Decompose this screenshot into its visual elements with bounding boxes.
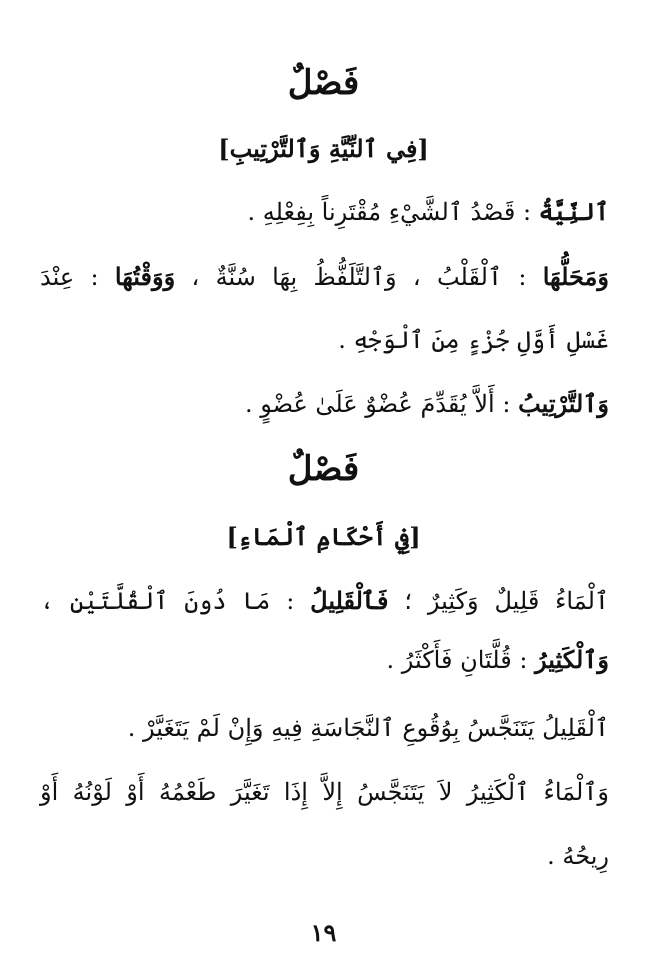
line-text: غَسْلِ أَوَّلِ جُزْءٍ مِنَ ٱلْوَجْهِ . [338, 326, 609, 354]
line-text: : أَلاَّ يُقَدِّمَ عُضْوٌ عَلَىٰ عُضْوٍ . [244, 390, 519, 418]
defined-term: ٱلنِّيَّةُ [538, 197, 609, 226]
paragraph-line [40, 198, 609, 227]
section-subtitle-2: [فِي أَحْكَامِ ٱلْمَاءِ] [226, 522, 421, 551]
paragraph-line [40, 326, 609, 355]
line-text: ٱلْقَلِيلُ يَتَنَجَّسُ بِوُقُوعِ ٱلنَّجَاسَةِ فِيهِ وَإِنْ لَمْ يَتَغَيَّرْ . [127, 714, 609, 742]
paragraph-line [40, 842, 609, 871]
line-text: وَٱلْمَاءُ ٱلْكَثِيرُ لاَ يَتَنَجَّسُ إِلاَّ إِذَا تَغَيَّرَ طَعْمُهُ أَوْ لَوْنُهُ أَوْ [40, 778, 609, 806]
defined-term: وَٱلتَّرْتِيبُ [518, 389, 609, 418]
page-number: ١٩ [310, 918, 337, 947]
line-text: : قُلَّتَانِ فَأَكْثَرُ . [386, 646, 536, 674]
line-text: : مَا دُونَ ٱلْقُلَّتَيْنِ ، [40, 587, 311, 615]
paragraph-line [40, 714, 609, 743]
line-text: رِيحُهُ . [547, 842, 609, 870]
line-text: : عِنْدَ [40, 263, 115, 291]
line-text: ٱلْمَاءُ قَلِيلٌ وَكَثِيرٌ ؛ [388, 587, 609, 615]
line-text: : قَصْدُ ٱلشَّيْءِ مُقْتَرِناً بِفِعْلِهِ . [247, 198, 539, 226]
paragraph-line [40, 390, 609, 419]
defined-term: وَمَحَلُّهَا [542, 262, 609, 291]
paragraph-line [40, 263, 609, 292]
defined-term: فَٱلْقَلِيلُ [310, 586, 389, 615]
paragraph-line [40, 646, 609, 675]
section-subtitle-1: [فِي ٱلنِّيَّةِ وَٱلتَّرْتِيبِ] [218, 134, 429, 163]
paragraph-line [40, 778, 609, 807]
section-title-2: فَصْلٌ [287, 449, 360, 489]
defined-term: وَوَقْتُهَا [114, 262, 176, 291]
paragraph-line [40, 587, 609, 616]
line-text: : ٱلْقَلْبُ ، وَٱلتَّلَفُّظُ بِهَا سُنَّةٌ ، [175, 263, 543, 291]
section-title-1: فَصْلٌ [287, 63, 360, 103]
defined-term: وَٱلْكَثِيرُ [535, 645, 609, 674]
